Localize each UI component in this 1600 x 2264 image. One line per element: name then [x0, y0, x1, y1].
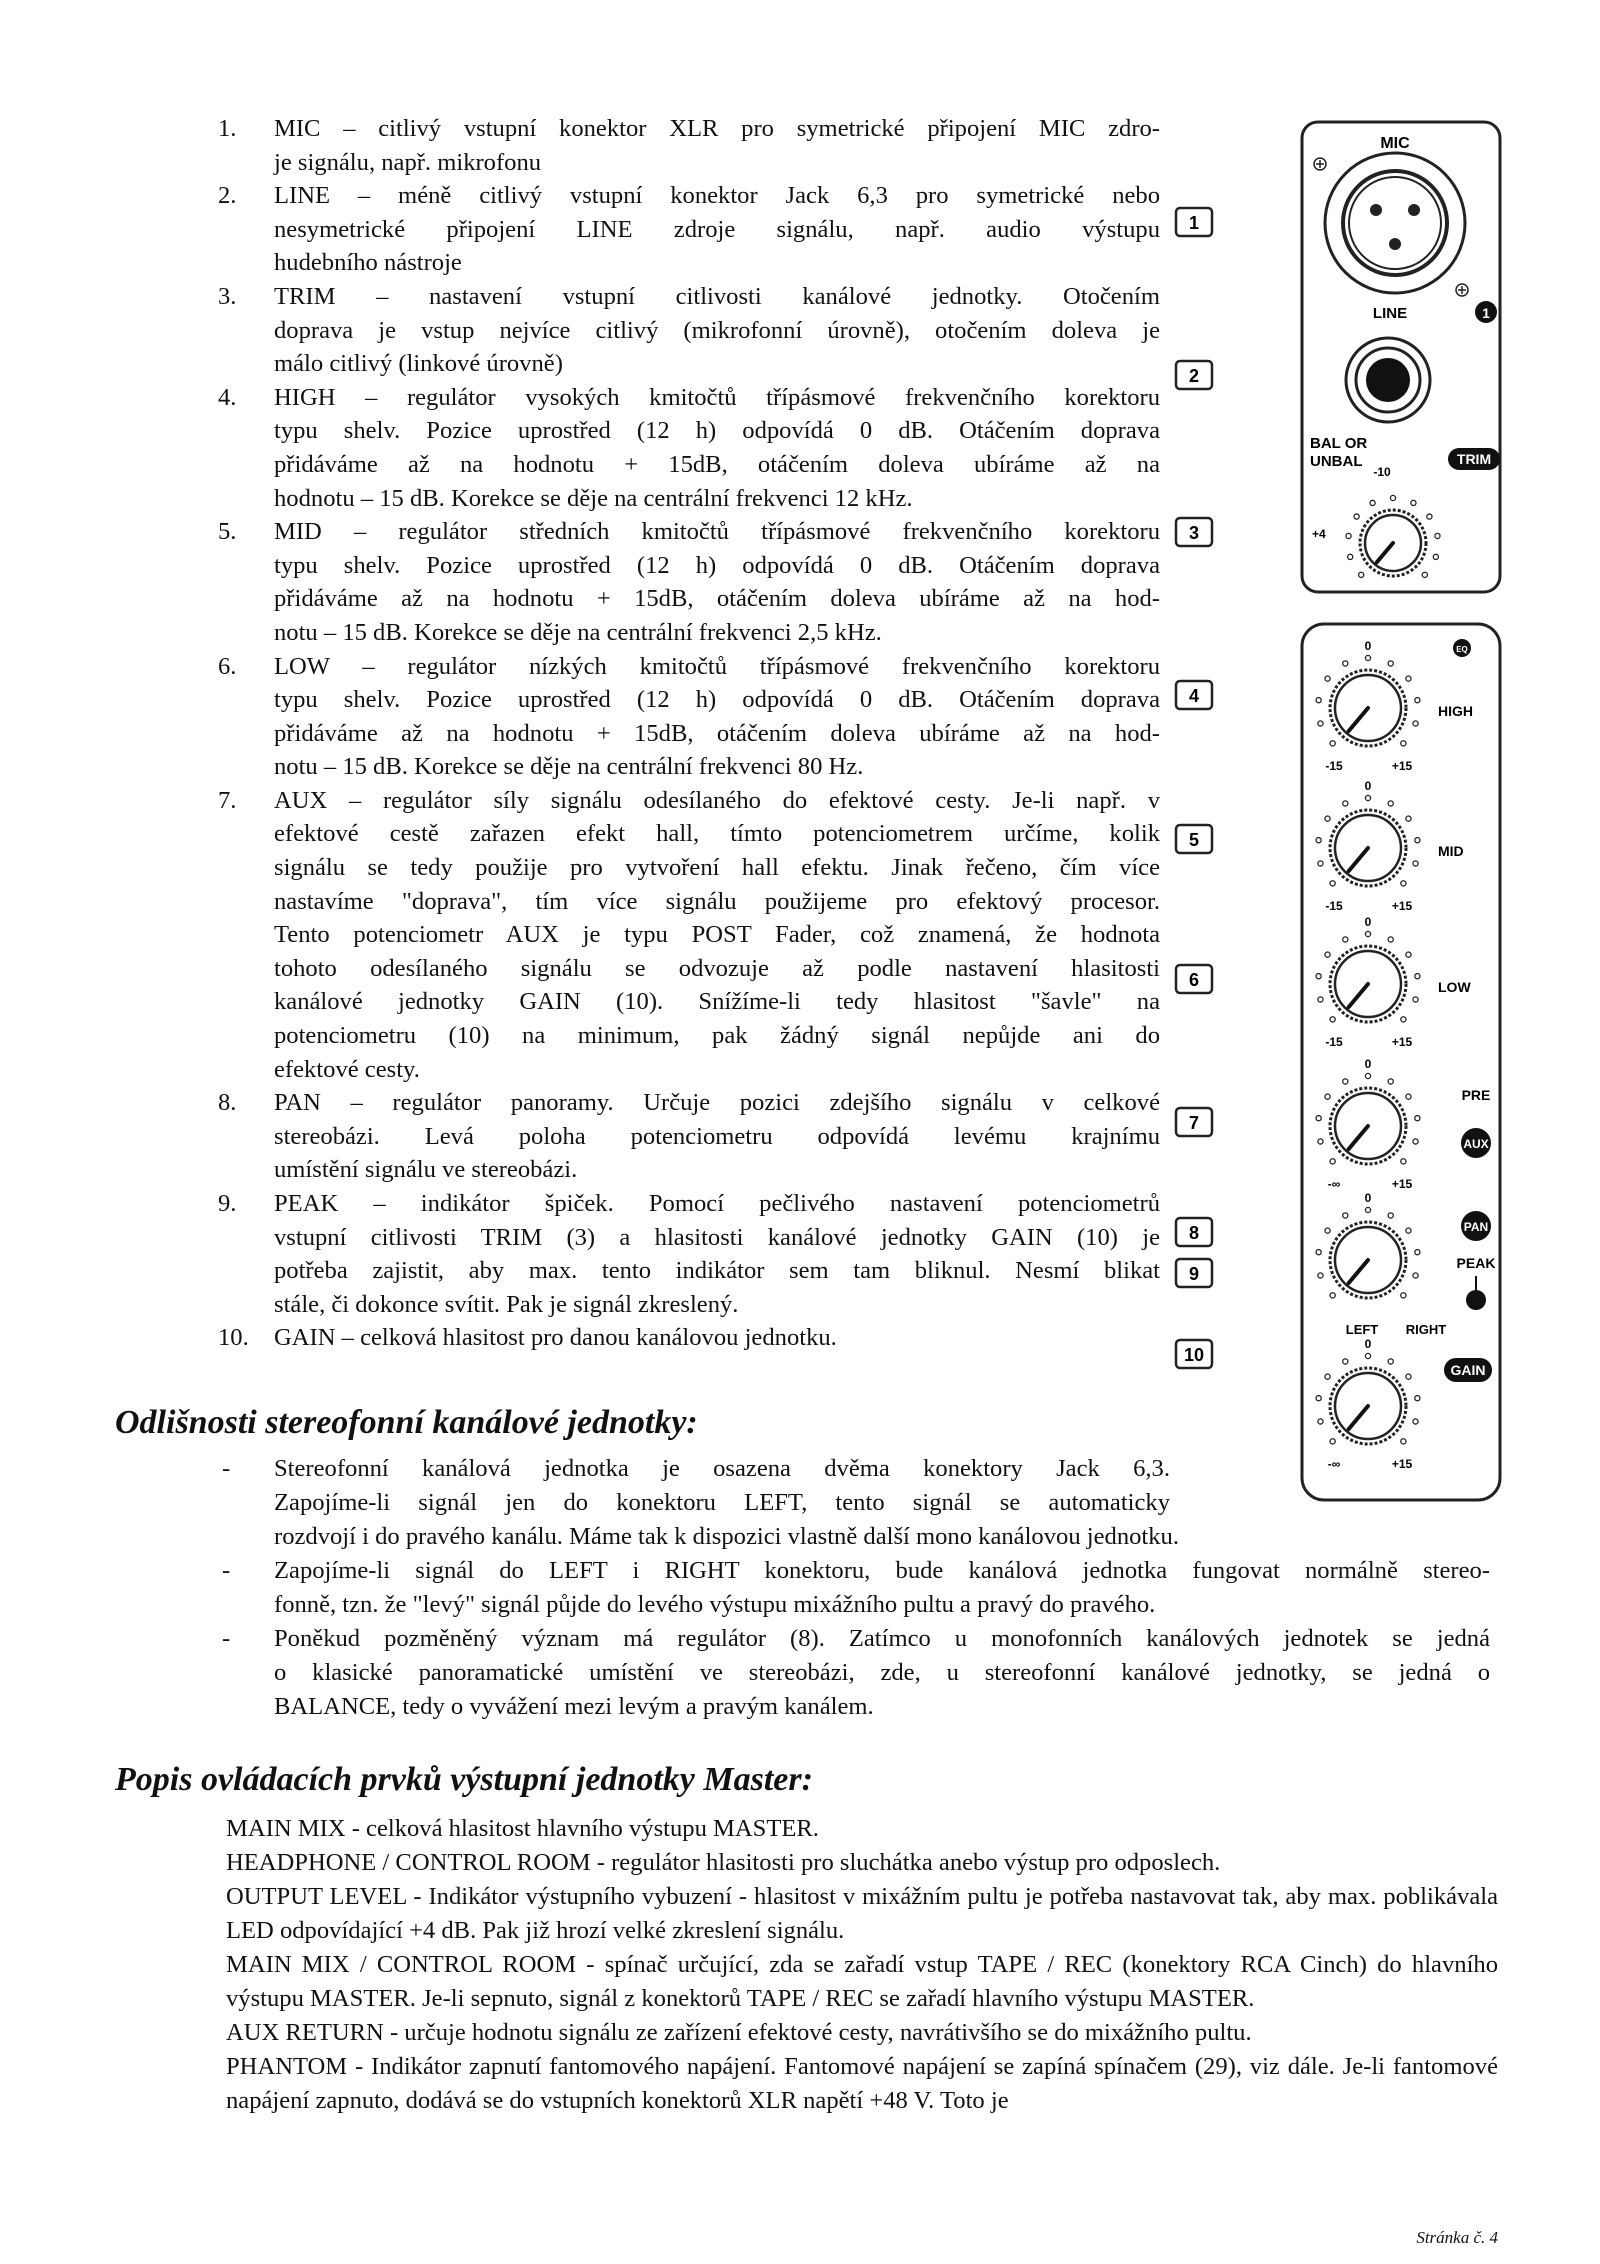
- bullet-dash: -: [222, 1557, 231, 1584]
- callout-number: 7: [1188, 1113, 1200, 1133]
- list-text-line: potřeba zajistit, aby max. tento indikátor sem tam bliknul. Nesmí blikat: [274, 1257, 1160, 1285]
- list-number: 2.: [218, 182, 237, 210]
- list-text-line: hudebního nástroje: [274, 249, 462, 277]
- bullet-text-line: Poněkud pozměněný význam má regulátor (8). Zatímco u monofonních kanálových jednotek se jedná: [274, 1625, 1490, 1652]
- circle-1-label: 1: [1482, 305, 1490, 321]
- trim-knob[interactable]: [1346, 495, 1440, 577]
- peak-label: PEAK: [1456, 1255, 1496, 1271]
- knob-min-label: -∞: [1327, 1177, 1341, 1191]
- list-number: 1.: [218, 115, 237, 142]
- list-item: [218, 112, 1160, 179]
- xlr-connector: [1325, 153, 1465, 293]
- gain-knob[interactable]: [1316, 1337, 1420, 1471]
- section-heading-stereo: Odlišnosti stereofonní kanálové jednotky:: [115, 1404, 698, 1441]
- list-text-line: doprava je vstup nejvíce citlivý (mikrofonní úrovně), otočením doleva je: [274, 316, 1160, 344]
- list-text-line: signálu se tedy použije pro vytvoření hall efektu. Jinak řečeno, čím více: [274, 854, 1160, 882]
- callout-7: [1176, 1108, 1212, 1136]
- list-number: 8.: [218, 1089, 237, 1117]
- left-label: LEFT: [1345, 1322, 1379, 1337]
- list-number: 9.: [218, 1190, 237, 1217]
- knob-min-label: -15: [1325, 1035, 1343, 1049]
- list-number: 7.: [218, 786, 237, 814]
- knob-zero-label: 0: [1364, 779, 1372, 793]
- list-text-line: MIC – citlivý vstupní konektor XLR pro symetrické připojení MIC zdro-: [274, 115, 1160, 142]
- callout-number: 2: [1188, 366, 1200, 386]
- list-text-line: přidáváme až na hodnotu + 15dB, otáčením doleva ubíráme až na: [274, 450, 1160, 478]
- list-text-line: typu shelv. Pozice uprostřed (12 h) odpovídá 0 dB. Otáčením doprava: [274, 686, 1160, 714]
- low-knob[interactable]: [1316, 915, 1471, 1049]
- list-text-line: typu shelv. Pozice uprostřed (12 h) odpovídá 0 dB. Otáčením doprava: [274, 417, 1160, 445]
- list-text-line: přidáváme až na hodnotu + 15dB, otáčením doleva ubíráme až na hod-: [274, 585, 1160, 613]
- callout-number: 9: [1188, 1264, 1200, 1284]
- list-item: [218, 784, 1160, 1086]
- list-text-line: hodnotu – 15 dB. Korekce se děje na centrální frekvenci 12 kHz.: [274, 484, 913, 512]
- high-knob[interactable]: [1316, 639, 1473, 773]
- list-text-line: tohoto odesílaného signálu se odvozuje až podle nastavení hlasitosti: [274, 954, 1160, 982]
- master-paragraph: PHANTOM - Indikátor zapnutí fantomového napájení. Fantomové napájení se zapíná spínačem (29), viz dále. Je-li fantomové napájení zapnuto, dodává se do vstupních konektorů XLR napětí +48 V. Toto je: [226, 2053, 1498, 2114]
- list-text-line: notu – 15 dB. Korekce se děje na centrální frekvenci 2,5 kHz.: [274, 618, 882, 646]
- knob-min-label: -15: [1325, 759, 1343, 773]
- knob-zero-label: 0: [1364, 1191, 1372, 1205]
- callout-number: 1: [1188, 213, 1200, 233]
- peak-led-icon: [1466, 1290, 1486, 1310]
- list-number: 10.: [218, 1324, 249, 1352]
- bullet-text-line: o klasické panoramatické umístění ve stereobázi, zde, u stereofonní kanálové jednotky, se jedná o: [274, 1659, 1490, 1686]
- master-paragraph: HEADPHONE / CONTROL ROOM - regulátor hlasitosti pro sluchátka anebo výstup pro odposlech.: [226, 1849, 1221, 1876]
- list-text-line: PEAK – indikátor špiček. Pomocí pečlivého nastavení potenciometrů: [274, 1190, 1160, 1217]
- gain-badge-label: GAIN: [1450, 1362, 1486, 1378]
- section-heading-master: Popis ovládacích prvků výstupní jednotky Master:: [115, 1761, 813, 1798]
- callout-number: 6: [1188, 970, 1200, 990]
- list-number: 5.: [218, 518, 237, 546]
- list-item: [218, 1187, 1160, 1321]
- list-text-line: HIGH – regulátor vysokých kmitočtů třípásmové frekvenčního korektoru: [274, 383, 1160, 411]
- callout-10: [1176, 1340, 1212, 1368]
- callout-3: [1176, 518, 1212, 546]
- knob-zero-label: 0: [1364, 1337, 1372, 1351]
- list-text-line: PAN – regulátor panoramy. Určuje pozici zdejšího signálu v celkové: [274, 1089, 1160, 1117]
- callout-9: [1176, 1259, 1212, 1287]
- pre-label: PRE: [1461, 1087, 1491, 1103]
- list-text-line: stále, či dokonce svítit. Pak je signál zkreslený.: [274, 1290, 739, 1318]
- bullet-text-line: fonně, tzn. že "levý" signál půjde do levého výstupu mixážního pultu a pravý do pravého.: [274, 1591, 1156, 1618]
- low-label: LOW: [1438, 979, 1471, 995]
- list-item: [218, 1321, 1160, 1355]
- master-paragraph: MAIN MIX - celková hlasitost hlavního výstupu MASTER.: [226, 1815, 819, 1842]
- trim-min-label: -10: [1373, 465, 1391, 479]
- list-text-line: MID – regulátor středních kmitočtů třípásmové frekvenčního korektoru: [274, 518, 1160, 546]
- list-text-line: notu – 15 dB. Korekce se děje na centrální frekvenci 80 Hz.: [274, 753, 864, 781]
- line-label: LINE: [1372, 305, 1408, 322]
- list-text-line: LINE – méně citlivý vstupní konektor Jack 6,3 pro symetrické nebo: [274, 182, 1160, 210]
- list-text-line: kanálové jednotky GAIN (10). Snížíme-li tedy hlasitost "šavle" na: [274, 988, 1160, 1016]
- knob-zero-label: 0: [1364, 915, 1372, 929]
- screw-icon: [1314, 158, 1326, 170]
- list-text-line: GAIN – celková hlasitost pro danou kanálovou jednotku.: [274, 1324, 837, 1352]
- callout-6: [1176, 965, 1212, 993]
- list-item: [218, 381, 1160, 515]
- bullet-item: [218, 1622, 1490, 1724]
- knob-max-label: +15: [1391, 759, 1413, 773]
- unbal-label: UNBAL: [1310, 453, 1363, 470]
- master-paragraph: OUTPUT LEVEL - Indikátor výstupního vybuzení - hlasitost v mixážním pultu je potřeba nastavovat tak, aby max. poblikávala LED odpovídající +4 dB. Pak již hrozí velké zkreslení signálu.: [226, 1883, 1498, 1944]
- callout-8: [1176, 1218, 1212, 1246]
- bullet-item: [218, 1554, 1490, 1622]
- list-text-line: LOW – regulátor nízkých kmitočtů třípásmové frekvenčního korektoru: [274, 652, 1160, 680]
- list-text-line: AUX – regulátor síly signálu odesílaného do efektové cesty. Je-li např. v: [274, 786, 1160, 814]
- high-label: HIGH: [1438, 703, 1473, 719]
- trim-badge-label: TRIM: [1456, 451, 1492, 467]
- bullet-text-line: Zapojíme-li signál do LEFT i RIGHT konektoru, bude kanálová jednotka fungovat normálně stereo-: [274, 1557, 1490, 1584]
- bullet-text-line: Zapojíme-li signál jen do konektoru LEFT, tento signál se automaticky: [274, 1489, 1170, 1516]
- list-number: 6.: [218, 652, 237, 680]
- knob-max-label: +15: [1391, 1035, 1413, 1049]
- list-number: 4.: [218, 383, 237, 411]
- list-item: [218, 1086, 1160, 1187]
- list-text-line: potenciometru (10) na minimum, pak žádný signál nepůjde ani do: [274, 1022, 1160, 1050]
- callout-labels: [1176, 208, 1212, 1368]
- bullet-text-line: BALANCE, tedy o vyvážení mezi levým a pravým kanálem.: [274, 1693, 874, 1720]
- list-item: [218, 515, 1160, 649]
- bal-or-label: BAL OR: [1310, 435, 1368, 452]
- list-text-line: stereobázi. Levá poloha potenciometru odpovídá levému krajnímu: [274, 1122, 1160, 1150]
- list-text-line: málo citlivý (linkové úrovně): [274, 350, 563, 378]
- page-number: Stránka č. 4: [1416, 2228, 1498, 2247]
- mid-knob[interactable]: [1316, 779, 1464, 913]
- mic-label: MIC: [1380, 135, 1410, 152]
- knob-zero-label: 0: [1364, 1057, 1372, 1071]
- eq-badge-label: EQ: [1456, 645, 1468, 654]
- mid-label: MID: [1438, 843, 1464, 859]
- knob-max-label: +15: [1391, 1177, 1413, 1191]
- jack-connector: [1346, 338, 1430, 422]
- list-item: [218, 650, 1160, 784]
- list-text-line: umístění signálu ve stereobázi.: [274, 1156, 578, 1184]
- list-text-line: typu shelv. Pozice uprostřed (12 h) odpovídá 0 dB. Otáčením doprava: [274, 551, 1160, 579]
- right-label: RIGHT: [1405, 1322, 1447, 1337]
- eq-knobs: [1316, 639, 1473, 1471]
- callout-number: 3: [1188, 523, 1200, 543]
- master-description: [226, 1812, 1498, 2118]
- callout-5: [1176, 825, 1212, 853]
- list-text-line: je signálu, např. mikrofonu: [274, 148, 542, 176]
- callout-number: 5: [1188, 830, 1200, 850]
- master-paragraph: MAIN MIX / CONTROL ROOM - spínač určující, zda se zařadí vstup TAPE / REC (konektory RCA Cinch) do hlavního výstupu MASTER. Je-li sepnuto, signál z konektorů TAPE / REC se zařadí hlavního výstupu MASTER.: [226, 1951, 1498, 2012]
- list-item: [218, 280, 1160, 381]
- knob-min-label: -15: [1325, 899, 1343, 913]
- list-text-line: nesymetrické připojení LINE zdroje signálu, např. audio výstupu: [274, 215, 1160, 243]
- aux-knob[interactable]: [1316, 1057, 1420, 1191]
- list-text-line: efektové cestě zařazen efekt hall, tímto potenciometrem určíme, kolik: [274, 820, 1160, 848]
- pan-badge-label: PAN: [1463, 1220, 1489, 1234]
- callout-1: [1176, 208, 1212, 236]
- bullet-dash: -: [222, 1455, 231, 1482]
- knob-zero-label: 0: [1364, 639, 1372, 653]
- callout-number: 10: [1183, 1345, 1205, 1365]
- bullet-dash: -: [222, 1625, 231, 1652]
- callout-number: 4: [1188, 686, 1200, 706]
- pan-knob[interactable]: [1316, 1191, 1420, 1298]
- list-text-line: efektové cesty.: [274, 1055, 420, 1083]
- list-number: 3.: [218, 282, 237, 310]
- list-text-line: Tento potenciometr AUX je typu POST Fader, což znamená, že hodnota: [274, 921, 1160, 949]
- knob-max-label: +15: [1391, 899, 1413, 913]
- callout-number: 8: [1188, 1223, 1200, 1243]
- list-item: [218, 179, 1160, 280]
- aux-badge-label: AUX: [1463, 1137, 1489, 1151]
- list-text-line: přidáváme až na hodnotu + 15dB, otáčením doleva ubíráme až na hod-: [274, 719, 1160, 747]
- bullet-text-line: rozdvojí i do pravého kanálu. Máme tak k dispozici vlastně další mono kanálovou jednotku.: [274, 1523, 1179, 1550]
- knob-max-label: +15: [1391, 1457, 1413, 1471]
- list-text-line: nastavíme "doprava", tím více signálu použijeme pro efektový procesor.: [274, 887, 1160, 915]
- bullet-text-line: Stereofonní kanálová jednotka je osazena dvěma konektory Jack 6,3.: [274, 1455, 1170, 1482]
- master-paragraph: AUX RETURN - určuje hodnotu signálu ze zařízení efektové cesty, navrátivšího se do mixážního pultu.: [226, 2019, 1252, 2046]
- callout-2: [1176, 361, 1212, 389]
- knob-min-label: -∞: [1327, 1457, 1341, 1471]
- list-text-line: vstupní citlivosti TRIM (3) a hlasitosti kanálové jednotky GAIN (10) je: [274, 1223, 1160, 1251]
- channel-strip-diagram: [1170, 118, 1520, 1518]
- trim-max-label: +4: [1312, 527, 1326, 541]
- callout-4: [1176, 681, 1212, 709]
- screw-icon: [1456, 284, 1468, 296]
- list-text-line: TRIM – nastavení vstupní citlivosti kanálové jednotky. Otočením: [274, 282, 1160, 310]
- controls-numbered-list: [218, 112, 1160, 1355]
